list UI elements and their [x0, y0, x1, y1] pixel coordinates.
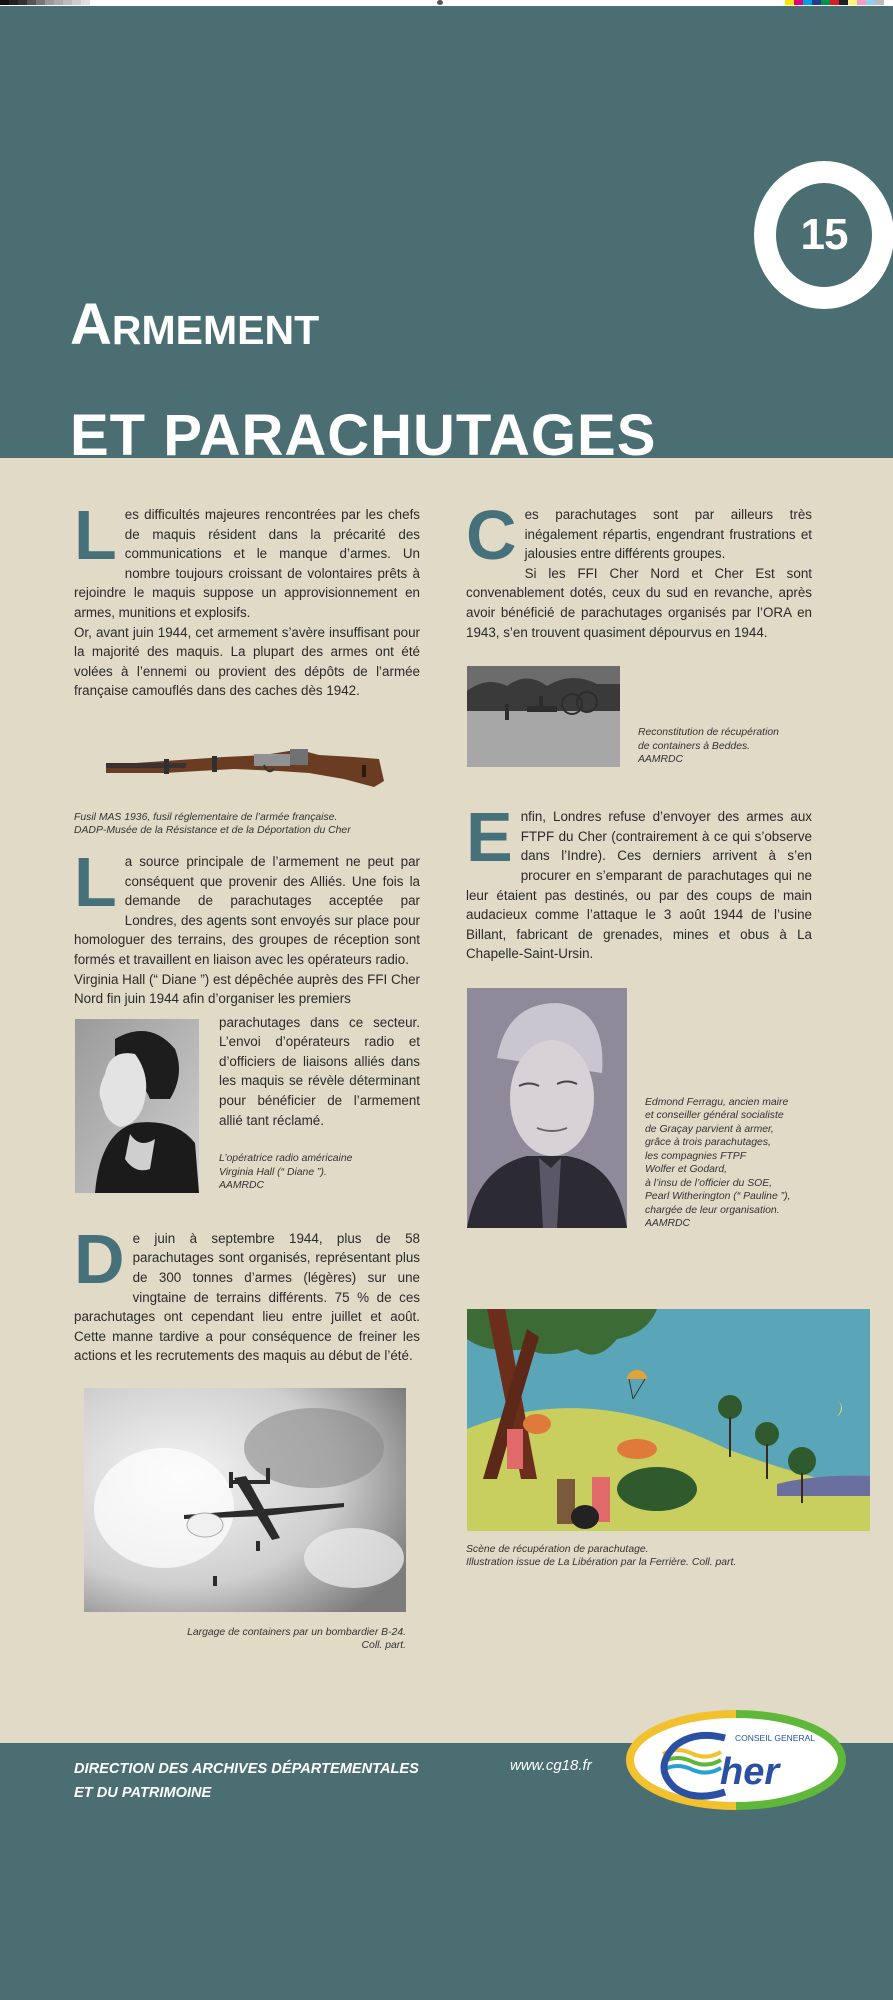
caption-line: AAMRDC	[645, 1218, 691, 1230]
ferragu-row	[466, 988, 812, 1231]
caption-line: grâce à trois parachutages,	[645, 1137, 771, 1149]
logo-subtitle: CONSEIL GENERAL	[735, 1733, 815, 1743]
registration-mark-icon	[437, 0, 443, 5]
footer-organization	[74, 1757, 419, 1805]
caption-line: les compagnies FTPF	[645, 1150, 747, 1162]
beddes-containers-photo	[467, 666, 620, 767]
caption-line: Pearl Witherington (“ Pauline ”),	[645, 1191, 791, 1203]
hall-side-column	[219, 1013, 420, 1193]
hall-photo-row	[74, 1013, 420, 1193]
paragraph-text: nfin, Londres refuse d’envoyer des armes aux FTPF du Cher (contrairement à ce qui s’observe dans l’Indre). Ces derniers arrivent à s’en procurer en s’emparant de parachutages qui ne leur étaient pas destinés, ou par des coups de main audacieux comme l’attaque le 3 août 1944 de l’usine Billant, fabricant de grenades, mines et obus à La Chapelle-Saint-Ursin.	[466, 809, 812, 962]
caption-line: Scène de récupération de parachutage.	[466, 1543, 649, 1555]
caption-line: Wolfer et Godard,	[645, 1164, 728, 1176]
color-calibration-swatches	[785, 0, 893, 5]
caption-line: de Graçay parvient à armer,	[645, 1123, 774, 1135]
dropcap: E	[466, 798, 513, 877]
paragraph-source-principale	[74, 842, 420, 1009]
b24-bomber-photo	[84, 1388, 406, 1612]
caption-line: Coll. part.	[361, 1640, 406, 1652]
paragraph-difficultes	[74, 496, 420, 701]
caption-line: L’opératrice radio américaine	[219, 1153, 353, 1165]
b24-caption	[74, 1626, 406, 1653]
right-column	[466, 496, 812, 1570]
paragraph-text: es parachutages sont par ailleurs très inégalement répartis, engendrant frustrations et jalousies entre différents groupes.	[524, 507, 812, 562]
caption-line: Edmond Ferragu, ancien maire	[645, 1096, 789, 1108]
dropcap: L	[74, 842, 117, 921]
caption-line: Virginia Hall (“ Diane ”).	[219, 1166, 327, 1178]
caption-line: de containers à Beddes.	[638, 740, 751, 752]
paragraph-text: es difficultés majeures rencontrées par les chefs de maquis résident dans la précarité des communications et le manque d’armes. Un nombre toujours croissant de volontaires prêts à rejoindre le maquis suppose un approvisionnement en armes, munitions et explosifs.	[74, 507, 420, 620]
caption-line: AAMRDC	[219, 1180, 265, 1192]
dropcap: L	[74, 496, 117, 574]
dropcap: C	[466, 496, 517, 574]
rifle-caption	[74, 811, 420, 838]
panel-number: 15	[776, 183, 872, 287]
caption-line: Illustration issue de La Libération par la Ferrière. Coll. part.	[466, 1557, 737, 1569]
left-column	[74, 496, 420, 1653]
org-line: ET DU PATRIMOINE	[74, 1785, 212, 1801]
beddes-row	[466, 666, 812, 767]
caption-line: à l’insu de l’officier du SOE,	[645, 1177, 773, 1189]
conseil-general-cher-logo	[625, 1708, 847, 1810]
logo-wordmark: her	[720, 1751, 780, 1793]
dropcap: D	[74, 1219, 125, 1298]
caption-line: et conseiller général socialiste	[645, 1110, 784, 1122]
illustration-caption	[466, 1543, 812, 1570]
panel-header	[0, 6, 893, 458]
caption-line: AAMRDC	[638, 754, 684, 766]
paragraph-text: Si les FFI Cher Nord et Cher Est sont convenablement dotés, ceux du sud en revanche, après avoir bénéficié de parachutages organisés par l’ORA en 1943, s’en trouvent quasiment dépourvus en 1944.	[466, 565, 812, 640]
paragraph-text: a source principale de l’armement ne peut par conséquent que provenir des Alliés. Une fois la demande de parachutages acceptée par Londres, des agents sont envoyés sur place pour homologuer des terrains, des groupes de réception sont formés et travaillent en liaison avec les opérateurs radio.	[74, 853, 420, 967]
caption-line: Largage de containers par un bombardier B-24.	[187, 1626, 406, 1638]
website-link[interactable]: www.cg18.fr	[510, 1757, 592, 1774]
caption-line: chargée de leur organisation.	[645, 1204, 780, 1216]
paragraph-text: Or, avant juin 1944, cet armement s’avère insuffisant pour la majorité des maquis. La plupart des armes ont été volées à l’ennemi ou provient des dépôts de l’armée française camouflés dans des caches dès 1942.	[74, 624, 420, 699]
paragraph-source-principale-continued	[219, 1013, 420, 1131]
parachute-recovery-illustration	[467, 1309, 870, 1531]
paragraph-enfin-londres	[466, 798, 812, 964]
panel-number-badge	[754, 161, 893, 309]
ferragu-caption	[645, 988, 812, 1231]
org-line: DIRECTION DES ARCHIVES DÉPARTEMENTALES	[74, 1761, 419, 1777]
title-line-2: ET PARACHUTAGES	[70, 406, 657, 458]
paragraph-inegalement-repartis	[466, 496, 812, 642]
beddes-caption	[638, 666, 812, 767]
virginia-hall-photo	[75, 1019, 199, 1193]
paragraph-text: e juin à septembre 1944, plus de 58 parachutages sont organisés, représentant plus de 300 tonnes d’armes (légères) sur une vingtaine de terrains différents. 75 % de ces parachutages ont cependant lieu entre juillet et août. Cette manne tardive a pour conséquence de freiner les actions et les recrutements des maquis au début de l’été.	[74, 1230, 420, 1364]
gray-calibration-swatches	[0, 0, 90, 5]
paragraph-juin-septembre	[74, 1219, 420, 1366]
caption-line: Reconstitution de récupération	[638, 727, 779, 739]
rifle-mas-1936-image	[104, 743, 386, 793]
virginia-hall-caption	[219, 1152, 420, 1193]
paragraph-text: Virginia Hall (“ Diane ”) est dépêchée auprès des FFI Cher Nord fin juin 1944 afin d’organiser les premiers	[74, 971, 420, 1007]
title-line-1: Armement	[70, 292, 320, 357]
caption-line: DADP-Musée de la Résistance et de la Déportation du Cher	[74, 825, 351, 837]
caption-line: Fusil MAS 1936, fusil réglementaire de l’armée française.	[74, 811, 338, 823]
edmond-ferragu-photo	[467, 988, 627, 1228]
paragraph-text: parachutages dans ce secteur. L’envoi d’opérateurs radio et d’officiers de liaisons alliés dans les maquis se révèle déterminant pour bénéficier de l’armement allié tant réclamé.	[219, 1014, 420, 1128]
